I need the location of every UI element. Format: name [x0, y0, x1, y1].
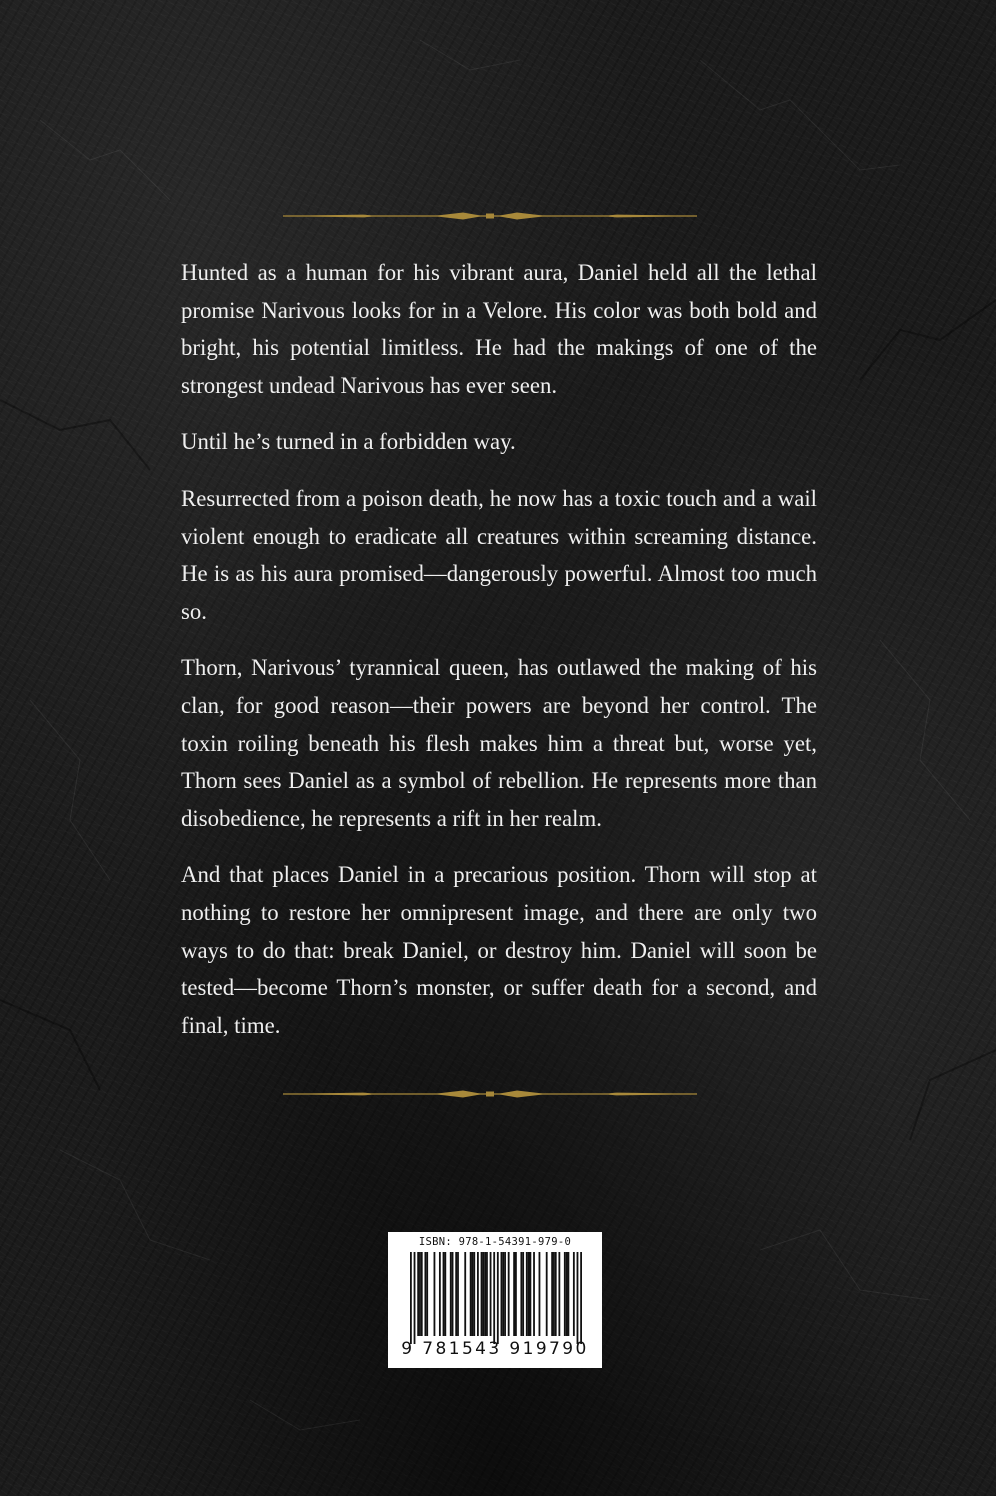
blurb-paragraph-4: Thorn, Narivous’ tyrannical queen, has outlawed the making of his clan, for good reason—their powers are beyond her control. The toxin roiling beneath his flesh makes him a threat but, worse yet, Thorn sees Daniel as a symbol of rebellion. He represents more than disobedience, he represents a rift in her realm.	[181, 655, 817, 831]
barcode-bar	[529, 1252, 531, 1336]
barcode-bar	[444, 1252, 446, 1336]
barcode-bar	[426, 1252, 428, 1336]
barcode-bar	[520, 1252, 522, 1336]
barcode-bar	[497, 1252, 499, 1344]
barcode-bar	[414, 1252, 416, 1344]
blurb-paragraph-3: Resurrected from a poison death, he now has a toxic touch and a wail violent enough to eradicate all creatures within screaming distance. He is as his aura promised—dangerously powerful. Almost too much so.	[181, 485, 817, 624]
isbn-label: ISBN: 978-1-54391-979-0	[418, 1236, 572, 1248]
barcode-bar	[515, 1252, 517, 1336]
barcode-bar	[424, 1252, 426, 1336]
barcode-bar	[493, 1252, 495, 1344]
barcode-bar	[473, 1252, 475, 1336]
barcode-bar	[508, 1252, 510, 1336]
isbn-digits: 9 781543 919790	[401, 1339, 589, 1359]
back-cover-blurb	[181, 254, 817, 1063]
barcode-bar	[464, 1252, 466, 1336]
barcode-bar	[417, 1252, 419, 1336]
barcode-bar	[504, 1252, 506, 1336]
barcode-bar	[419, 1252, 421, 1336]
barcode-bar	[490, 1252, 492, 1336]
barcode-bar	[470, 1252, 472, 1336]
barcode-bar	[546, 1252, 548, 1336]
barcode-bar	[558, 1252, 560, 1336]
barcode-bar	[450, 1252, 452, 1336]
ornamental-divider-bottom	[283, 1088, 697, 1100]
barcode-bar	[568, 1252, 570, 1336]
barcode-bar	[421, 1252, 423, 1336]
barcode-bar	[539, 1252, 541, 1336]
barcode-bar	[452, 1252, 454, 1336]
barcode-bar	[501, 1252, 503, 1336]
barcode-bar	[502, 1252, 504, 1336]
barcode-bars	[410, 1252, 582, 1344]
ornamental-divider-top	[283, 210, 697, 222]
barcode-bar	[477, 1252, 479, 1336]
barcode-bar	[522, 1252, 524, 1336]
barcode-bar	[573, 1252, 575, 1336]
blurb-paragraph-2: Until he’s turned in a forbidden way.	[181, 429, 516, 455]
barcode-bar	[533, 1252, 535, 1336]
barcode-bar	[564, 1252, 566, 1336]
barcode-bar	[481, 1252, 483, 1336]
barcode-bar	[486, 1252, 488, 1336]
barcode-bar	[580, 1252, 582, 1344]
blurb-paragraph-1: Hunted as a human for his vibrant aura, Daniel held all the lethal promise Narivous looks for in a Velore. His color was both bold and bright, his potential limitless. He had the makings of one of the strongest undead Narivous has ever seen.	[181, 260, 817, 398]
barcode-bar	[555, 1252, 557, 1336]
barcode-bar	[566, 1252, 568, 1336]
barcode-bar	[553, 1252, 555, 1336]
barcode-bar	[526, 1252, 528, 1336]
barcode-bar	[482, 1252, 484, 1336]
barcode-bar	[410, 1252, 412, 1344]
barcode-bar	[439, 1252, 441, 1336]
barcode-bar	[455, 1252, 457, 1336]
barcode-bar	[484, 1252, 486, 1336]
barcode-bar	[472, 1252, 474, 1336]
isbn-barcode	[388, 1232, 602, 1368]
barcode-bar	[528, 1252, 530, 1336]
barcode-bar	[443, 1252, 445, 1336]
barcode-bar	[551, 1252, 553, 1336]
barcode-bar	[434, 1252, 436, 1336]
barcode-bar	[577, 1252, 579, 1344]
blurb-paragraph-5: And that places Daniel in a precarious position. Thorn will stop at nothing to restore her omnipresent image, and there are only two ways to do that: break Daniel, or destroy him. Daniel will soon be tested—become Thorn’s monster, or suffer death for a second, and final, time.	[181, 862, 817, 1038]
barcode-bar	[513, 1252, 515, 1336]
barcode-bar	[457, 1252, 459, 1336]
